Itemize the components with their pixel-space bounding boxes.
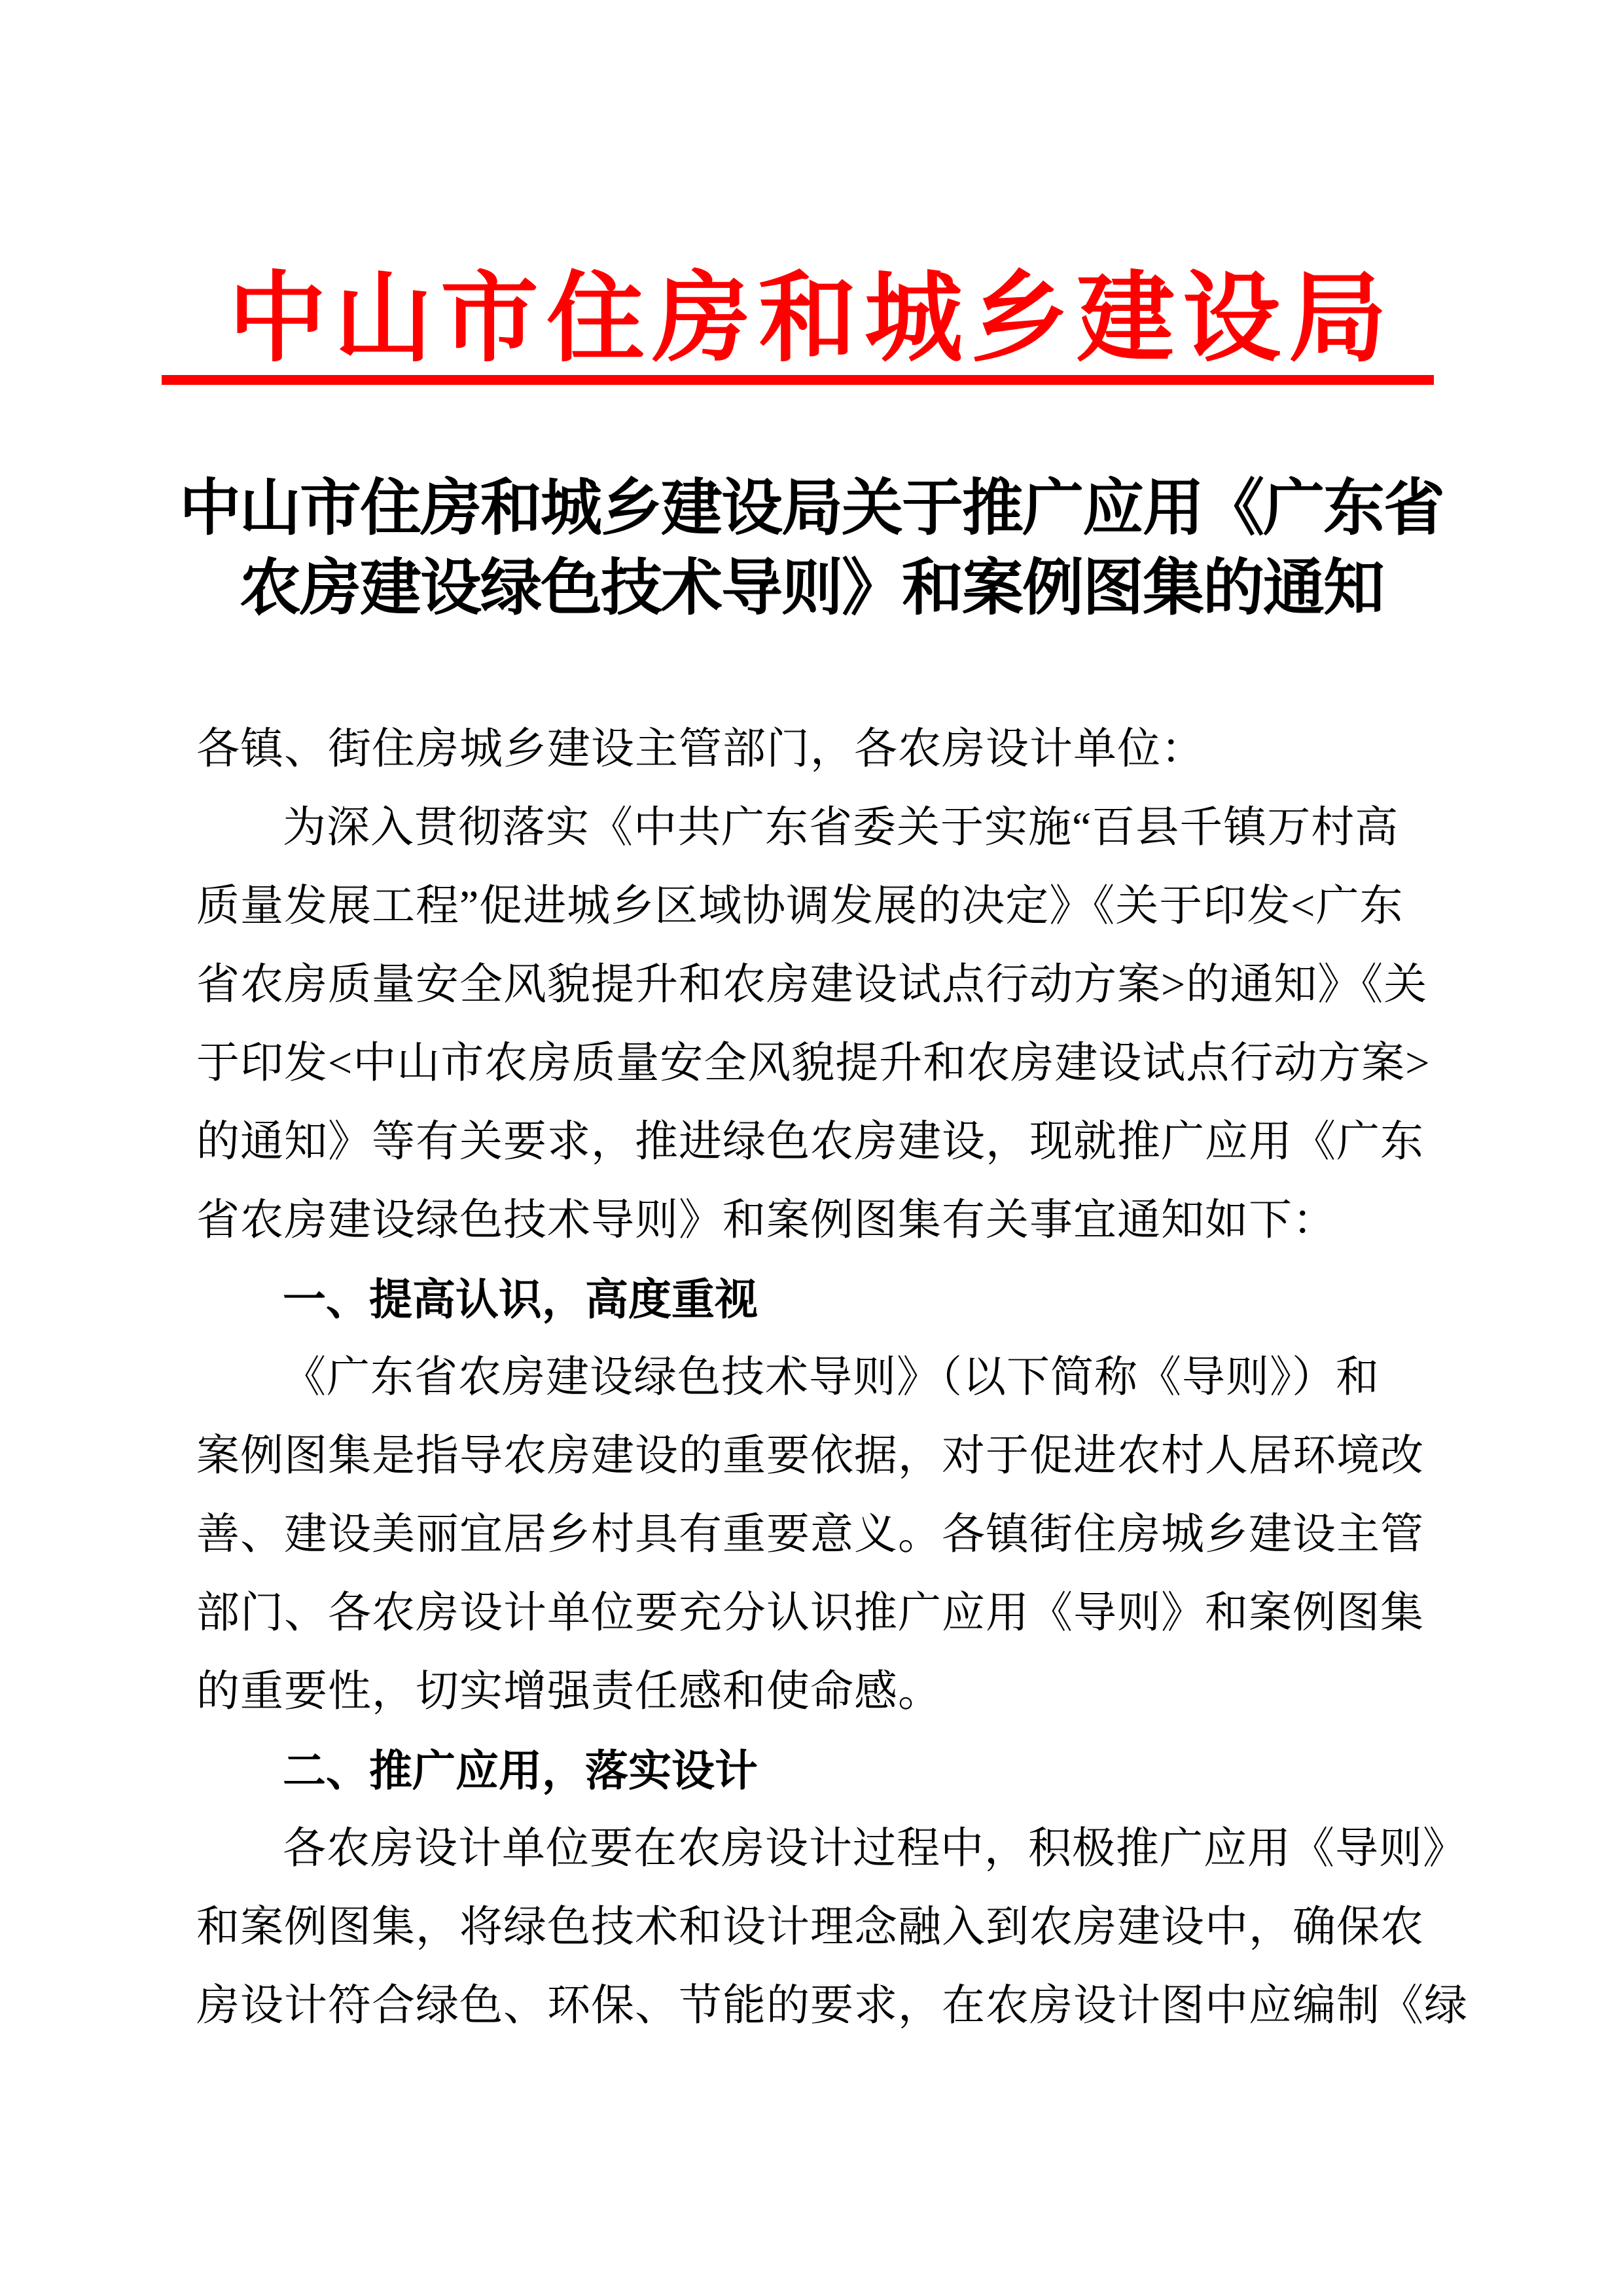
body-line: 质量发展工程”促进城乡区域协调发展的决定》《关于印发<广东 (196, 882, 1404, 930)
section-heading: 二、推广应用，落实设计 (283, 1746, 758, 1795)
body-line: 省农房质量安全风貌提升和农房建设试点行动方案>的通知》《关 (196, 961, 1428, 1009)
body-line: 于印发<中山市农房质量安全风貌提升和农房建设试点行动方案> (196, 1039, 1431, 1087)
body-line: 各农房设计单位要在农房设计过程中，积极推广应用《导则》 (283, 1825, 1467, 1873)
body-line: 和案例图集，将绿色技术和设计理念融入到农房建设中，确保农 (196, 1903, 1424, 1951)
body-line: 《广东省农房建设绿色技术导则》（以下简称《导则》）和 (283, 1354, 1380, 1401)
document-title-line-1: 中山市住房和城乡建设局关于推广应用《广东省 (179, 475, 1444, 543)
document-title-line-2: 农房建设绿色技术导则》和案例图集的通知 (239, 554, 1383, 622)
document-title (0, 469, 1623, 628)
body-line: 为深入贯彻落实《中共广东省委关于实施“百县千镇万村高 (283, 804, 1399, 852)
body-line: 部门、各农房设计单位要充分认识推广应用《导则》和案例图集 (196, 1589, 1424, 1637)
body-line: 善、建设美丽宜居乡村具有重要意义。各镇街住房城乡建设主管 (196, 1511, 1424, 1558)
body-line: 的重要性，切实增强责任感和使命感。 (196, 1668, 942, 1715)
document-body (196, 710, 1468, 2045)
masthead-org-name: 中山市住房和城乡建设局 (228, 265, 1395, 374)
body-line: 房设计符合绿色、环保、节能的要求，在农房设计图中应编制《绿 (196, 1982, 1468, 2030)
body-line: 各镇、街住房城乡建设主管部门，各农房设计单位： (196, 725, 1205, 773)
body-line: 省农房建设绿色技术导则》和案例图集有关事宜通知如下： (196, 1196, 1336, 1244)
section-heading: 一、提高认识，高度重视 (283, 1275, 758, 1323)
body-line: 的通知》等有关要求，推进绿色农房建设，现就推广应用《广东 (196, 1118, 1424, 1166)
body-line: 案例图集是指导农房建设的重要依据，对于促进农村人居环境改 (196, 1432, 1424, 1480)
masthead-rule (162, 375, 1434, 385)
